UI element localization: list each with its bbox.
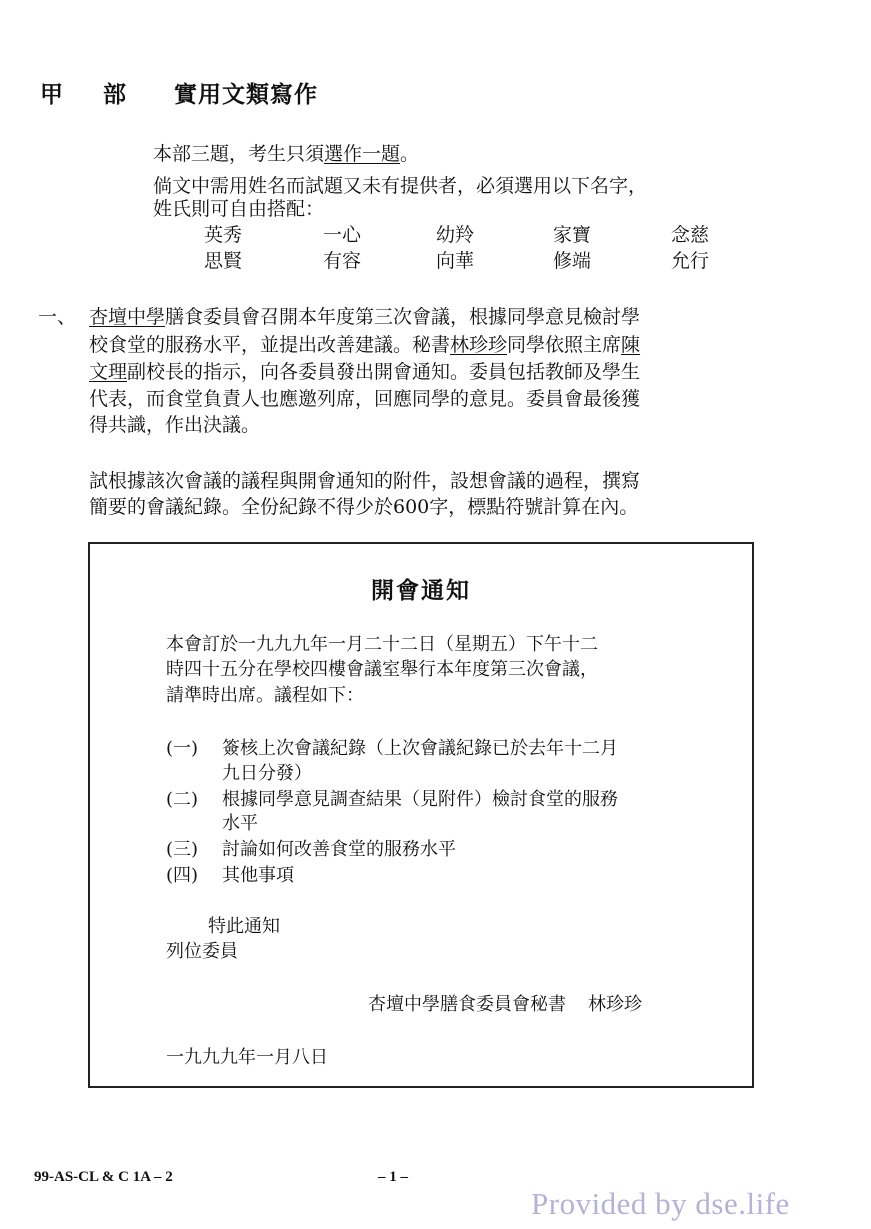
school-name: 杏壇中學 [89, 306, 166, 328]
chairman-given-name: 文理 [89, 361, 128, 383]
chairman-surname: 陳 [621, 334, 641, 356]
name-cell: 思賢 [204, 250, 243, 272]
name-cell: 念慈 [671, 224, 710, 246]
page-number: – 1 – [378, 1169, 408, 1185]
intro-line-1: 本部三題，考生只須選作一題。 [153, 143, 420, 165]
agenda-item-text: 簽核上次會議紀錄（上次會議紀錄已於去年十二月 [222, 738, 618, 759]
secretary-name: 林珍珍 [450, 334, 508, 356]
name-cell: 向華 [436, 250, 475, 272]
task-line-1: 試根據該次會議的議程與開會通知的附件，設想會議的過程，撰寫 [89, 470, 641, 492]
name-cell: 修端 [553, 250, 592, 272]
agenda-number: (四) [166, 865, 199, 886]
notice-date: 一九九九年一月八日 [166, 1047, 328, 1068]
question-line-3: 文理副校長的指示，向各委員發出開會通知。委員包括教師及學生 [89, 361, 641, 383]
notice-sender: 杏壇中學膳食委員會秘書 林珍珍 [368, 994, 642, 1015]
agenda-item-text: 討論如何改善食堂的服務水平 [222, 839, 456, 860]
name-cell: 幼羚 [436, 224, 475, 246]
watermark: Provided by dse.life [531, 1186, 790, 1221]
section-title: 實用文類寫作 [174, 82, 319, 108]
name-cell: 一心 [323, 224, 362, 246]
question-number: 一、 [38, 306, 77, 328]
name-cell: 家寶 [553, 224, 592, 246]
intro-line-2: 倘文中需用姓名而試題又未有提供者，必須選用以下名字， [153, 175, 648, 197]
choose-one-emphasis: 選作一題 [324, 143, 401, 165]
notice-paragraph-line: 本會訂於一九九九年一月二十二日（星期五）下午十二 [166, 634, 598, 655]
agenda-item-text: 其他事項 [222, 865, 294, 886]
notice-paragraph-line: 時四十五分在學校四樓會議室舉行本年度第三次會議， [166, 659, 598, 680]
section-label: 部 [103, 82, 128, 108]
question-line-2: 校食堂的服務水平，並提出改善建議。秘書林珍珍同學依照主席陳 [89, 334, 641, 356]
notice-title: 開會通知 [371, 577, 471, 604]
notice-recipients: 列位委員 [166, 941, 238, 962]
meeting-notice-box [88, 542, 754, 1088]
question-line-4: 代表，而食堂負責人也應邀列席，回應同學的意見。委員會最後獲 [89, 388, 641, 410]
notice-paragraph-line: 請準時出席。議程如下： [166, 685, 364, 706]
agenda-number: (三) [166, 839, 199, 860]
agenda-item-text: 九日分發） [222, 763, 312, 784]
name-cell: 有容 [323, 250, 362, 272]
paper-code: 99-AS-CL & C 1A – 2 [34, 1169, 173, 1185]
agenda-item-text: 根據同學意見調查結果（見附件）檢討食堂的服務 [222, 789, 618, 810]
question-line-5: 得共識，作出決議。 [89, 414, 261, 436]
section-heading [40, 76, 318, 109]
task-line-2: 簡要的會議紀錄。全份紀錄不得少於600字，標點符號計算在內。 [89, 496, 639, 518]
intro-line-3: 姓氏則可自由搭配： [153, 198, 325, 220]
agenda-number: (二) [166, 789, 199, 810]
agenda-number: (一) [166, 738, 199, 759]
section-part: 甲 [40, 82, 64, 108]
question-line-1: 杏壇中學膳食委員會召開本年度第三次會議，根據同學意見檢討學 [89, 306, 641, 328]
name-cell: 允行 [671, 250, 710, 272]
notice-closing: 特此通知 [208, 916, 280, 937]
notice-secretary: 林珍珍 [588, 994, 642, 1015]
agenda-item-text: 水平 [222, 813, 258, 834]
name-cell: 英秀 [204, 224, 243, 246]
